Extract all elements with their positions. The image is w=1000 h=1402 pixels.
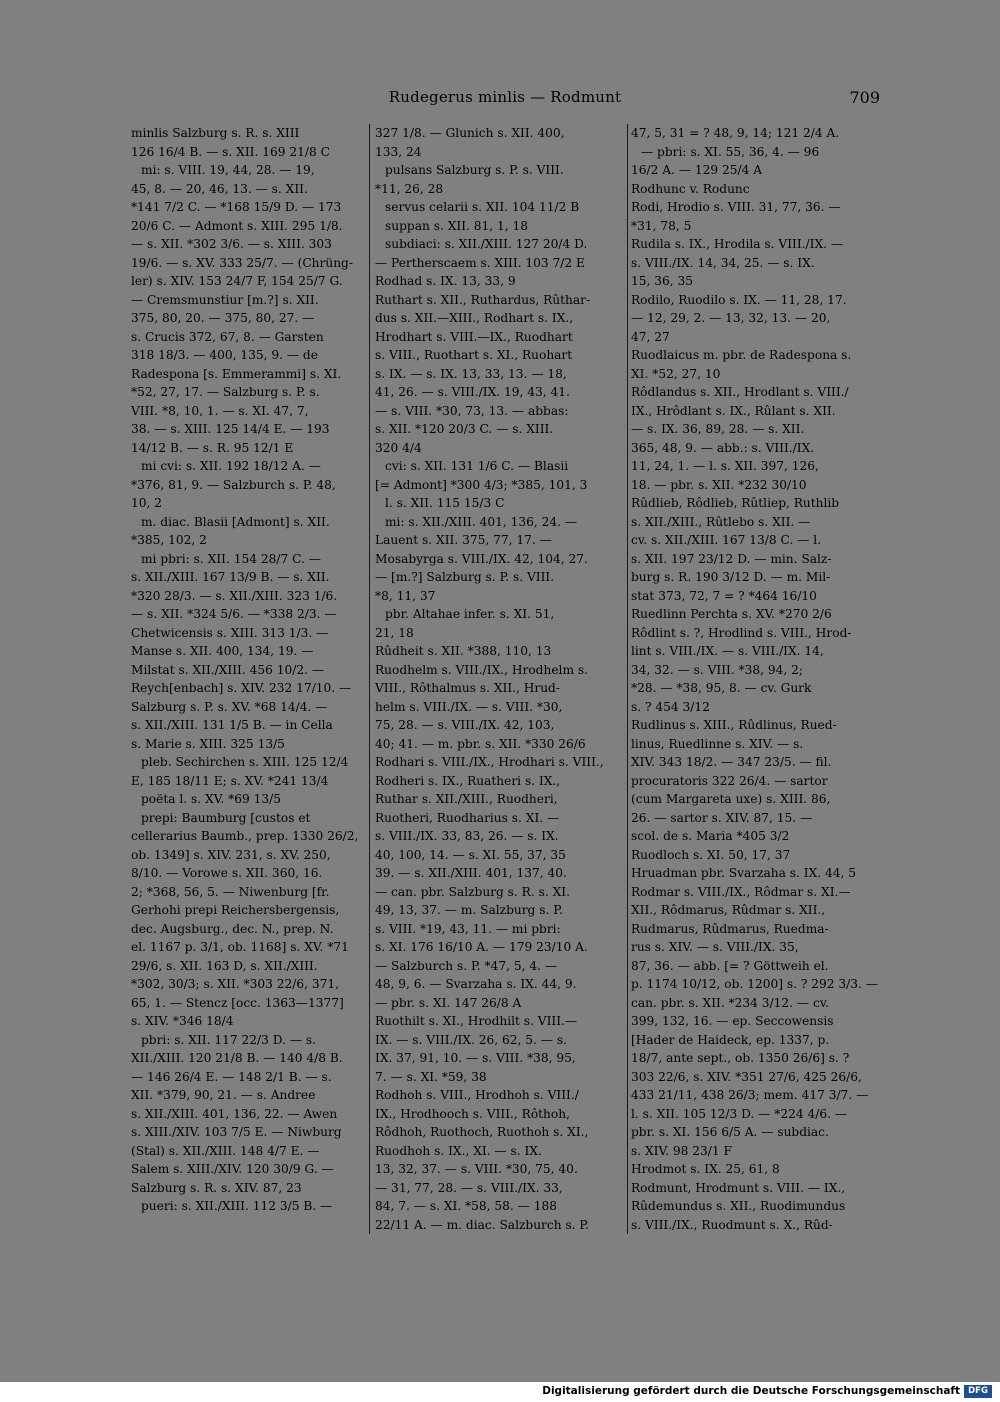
- index-line: Rodheri s. IX., Ruatheri s. IX.,: [375, 773, 561, 788]
- index-line: Rudila s. IX., Hrodila s. VIII./IX. —: [631, 237, 844, 251]
- index-line: 20/6 C. — Admont s. XIII. 295 1/8.: [131, 218, 343, 233]
- index-line: 10, 2: [131, 496, 163, 510]
- index-line: 327 1/8. — Glunich s. XII. 400,: [375, 126, 565, 140]
- index-line: Gerhohi prepi Reichersbergensis,: [131, 903, 340, 917]
- index-line: 38. — s. XIII. 125 14/4 E. — 193: [131, 422, 330, 436]
- index-line: s. Marie s. XIII. 325 13/5: [131, 736, 285, 751]
- index-line: s. XIV. 98 23/1 F: [631, 1143, 732, 1158]
- index-line: m. diac. Blasii [Admont] s. XII.: [141, 514, 330, 529]
- index-line: — s. XII. *302 3/6. — s. XIII. 303: [131, 237, 332, 251]
- index-line: Ruthart s. XII., Ruthardus, Rûthar-: [375, 292, 591, 307]
- index-line: 29/6, s. XII. 163 D, s. XII./XIII.: [131, 958, 318, 973]
- index-line: pbr. Altahae infer. s. XI. 51,: [385, 607, 555, 621]
- index-line: s. XII./XIII., Rûtlebo s. XII. —: [631, 514, 811, 529]
- index-line: — pbri: s. XI. 55, 36, 4. — 96: [641, 144, 820, 159]
- index-line: poëta l. s. XV. *69 13/5: [141, 792, 281, 806]
- index-line: 399, 132, 16. — ep. Seccowensis: [631, 1014, 834, 1028]
- index-line: Hruadman pbr. Svarzaha s. IX. 44, 5: [631, 866, 857, 880]
- index-line: — Cremsmunstiur [m.?] s. XII.: [131, 292, 319, 307]
- index-line: pbr. s. XI. 156 6/5 A. — subdiac.: [631, 1125, 829, 1139]
- index-line: — s. IX. 36, 89, 28. — s. XII.: [631, 422, 805, 436]
- page-number: 709: [849, 88, 880, 107]
- index-line: Ruodhoh s. IX., XI. — s. IX.: [375, 1143, 542, 1158]
- index-line: 16/2 A. — 129 25/4 A: [631, 163, 763, 177]
- index-line: Manse s. XII. 400, 134, 19. —: [131, 644, 314, 658]
- footer-credit: Digitalisierung gefördert durch die Deutsche Forschungsgemeinschaft: [542, 1385, 960, 1397]
- index-line: (cum Margareta uxe) s. XIII. 86,: [631, 792, 831, 806]
- index-line: Ruothilt s. XI., Hrodhilt s. VIII.—: [375, 1014, 578, 1028]
- index-line: 65, 1. — Stencz [occ. 1363—1377]: [131, 995, 344, 1010]
- index-line: s. XII. *120 20/3 C. — s. XIII.: [375, 422, 554, 436]
- index-line: IX. 37, 91, 10. — s. VIII. *38, 95,: [375, 1051, 576, 1065]
- page-header: [130, 88, 880, 108]
- index-line: Salzburg s. P. s. XV. *68 14/4. —: [131, 699, 328, 714]
- index-line: — [m.?] Salzburg s. P. s. VIII.: [375, 570, 555, 584]
- column-divider: [369, 124, 370, 1234]
- index-line: *376, 81, 9. — Salzburch s. P. 48,: [131, 477, 336, 492]
- column-left: [131, 124, 364, 1216]
- index-line: Rodmunt, Hrodmunt s. VIII. — IX.,: [631, 1180, 846, 1195]
- column-right: [631, 124, 883, 1234]
- index-line: VIII., Rôthalmus s. XII., Hrud-: [375, 681, 560, 695]
- index-line: Ruedlinn Perchta s. XV. *270 2/6: [631, 607, 832, 621]
- index-line: 49, 13, 37. — m. Salzburg s. P.: [375, 903, 563, 917]
- index-line: 433 21/11, 438 26/3; mem. 417 3/7. —: [631, 1088, 869, 1102]
- index-line: 39. — s. XII./XIII. 401, 137, 40.: [375, 866, 567, 880]
- index-line: Rûdlieb, Rôdlieb, Rûtliep, Ruthlib: [631, 496, 840, 510]
- index-line: XII./XIII. 120 21/8 B. — 140 4/8 B.: [131, 1051, 343, 1065]
- index-line: s. XII./XIII. 401, 136, 22. — Awen: [131, 1106, 338, 1121]
- index-line: burg s. R. 190 3/12 D. — m. Mil-: [631, 570, 831, 584]
- index-line: *141 7/2 C. — *168 15/9 D. — 173: [131, 200, 342, 214]
- column-middle: [375, 124, 623, 1234]
- index-line: el. 1167 p. 3/1, ob. 1168] s. XV. *71: [131, 940, 349, 954]
- index-line: 2; *368, 56, 5. — Niwenburg [fr.: [131, 884, 330, 899]
- index-line: subdiaci: s. XII./XIII. 127 20/4 D.: [385, 237, 588, 251]
- index-line: s. XII./XIII. 131 1/5 B. — in Cella: [131, 718, 333, 732]
- index-line: helm s. VIII./IX. — s. VIII. *30,: [375, 699, 563, 714]
- index-line: s. VIII., Ruothart s. XI., Ruohart: [375, 348, 573, 362]
- index-line: Salzburg s. R. s. XIV. 87, 23: [131, 1180, 302, 1195]
- index-line: Milstat s. XII./XIII. 456 10/2. —: [131, 662, 325, 677]
- index-line: pbri: s. XII. 117 22/3 D. — s.: [141, 1032, 317, 1047]
- index-line: Rodhad s. IX. 13, 33, 9: [375, 274, 516, 288]
- index-line: p. 1174 10/12, ob. 1200] s. ? 292 3/3. —: [631, 977, 878, 991]
- index-line: Rodilo, Ruodilo s. IX. — 11, 28, 17.: [631, 292, 847, 307]
- index-line: *28. — *38, 95, 8. — cv. Gurk: [631, 681, 812, 695]
- index-line: 18. — pbr. s. XII. *232 30/10: [631, 477, 807, 492]
- index-line: Ruodlaicus m. pbr. de Radespona s.: [631, 348, 852, 362]
- index-line: Rôdhoh, Ruothoch, Ruothoh s. XI.,: [375, 1125, 589, 1139]
- index-line: 13, 32, 37. — s. VIII. *30, 75, 40.: [375, 1162, 578, 1176]
- index-line: — s. XII. *324 5/6. — *338 2/3. —: [131, 607, 337, 621]
- index-line: — 31, 77, 28. — s. VIII./IX. 33,: [375, 1180, 563, 1195]
- index-line: IX. — s. VIII./IX. 26, 62, 5. — s.: [375, 1032, 567, 1047]
- index-line: 14/12 B. — s. R. 95 12/1 E: [131, 440, 294, 455]
- index-line: 365, 48, 9. — abb.: s. VIII./IX.: [631, 440, 815, 455]
- index-line: 40; 41. — m. pbr. s. XII. *330 26/6: [375, 736, 586, 751]
- index-line: 22/11 A. — m. diac. Salzburch s. P.: [375, 1217, 590, 1232]
- index-line: 47, 27: [631, 329, 670, 344]
- index-line: pulsans Salzburg s. P. s. VIII.: [385, 163, 564, 177]
- index-line: Radespona [s. Emmerammi] s. XI.: [131, 366, 342, 381]
- index-line: *31, 78, 5: [631, 218, 692, 233]
- index-line: Mosabyrga s. VIII./IX. 42, 104, 27.: [375, 551, 588, 566]
- index-line: E, 185 18/11 E; s. XV. *241 13/4: [131, 773, 329, 788]
- index-line: ler) s. XIV. 153 24/7 F, 154 25/7 G.: [131, 274, 343, 288]
- index-line: 19/6. — s. XV. 333 25/7. — (Chrüng-: [131, 255, 353, 270]
- index-line: Rudlinus s. XIII., Rûdlinus, Rued-: [631, 718, 837, 732]
- index-line: cvi: s. XII. 131 1/6 C. — Blasii: [385, 459, 569, 473]
- index-line: s. XI. 176 16/10 A. — 179 23/10 A.: [375, 940, 588, 954]
- index-line: *320 28/3. — s. XII./XIII. 323 1/6.: [131, 588, 338, 603]
- index-line: VIII. *8, 10, 1. — s. XI. 47, 7,: [131, 403, 309, 418]
- index-line: s. ? 454 3/12: [631, 699, 710, 714]
- index-line: can. pbr. s. XII. *234 3/12. — cv.: [631, 995, 830, 1010]
- index-line: mi pbri: s. XII. 154 28/7 C. —: [141, 551, 321, 566]
- index-line: s. XIV. *346 18/4: [131, 1014, 234, 1028]
- index-line: l. s. XII. 105 12/3 D. — *224 4/6. —: [631, 1106, 848, 1121]
- index-line: IX., Hrôdlant s. IX., Rûlant s. XII.: [631, 403, 836, 418]
- index-line: Ruodloch s. XI. 50, 17, 37: [631, 847, 791, 862]
- index-line: 75, 28. — s. VIII./IX. 42, 103,: [375, 718, 555, 732]
- index-line: Ruthar s. XII./XIII., Ruodheri,: [375, 792, 558, 806]
- index-line: suppan s. XII. 81, 1, 18: [385, 218, 529, 233]
- index-line: s. VIII./IX. 33, 83, 26. — s. IX.: [375, 829, 559, 843]
- index-line: lint s. VIII./IX. — s. VIII./IX. 14,: [631, 644, 824, 658]
- index-line: s. XII./XIII. 167 13/9 B. — s. XII.: [131, 570, 330, 584]
- running-head: Rudegerus minlis — Rodmunt: [388, 88, 622, 106]
- index-line: *8, 11, 37: [375, 588, 436, 603]
- index-line: XII., Rôdmarus, Rûdmar s. XII.,: [631, 903, 826, 917]
- index-line: Rodmar s. VIII./IX., Rôdmar s. XI.—: [631, 884, 851, 899]
- index-line: scol. de s. Maria *405 3/2: [631, 829, 790, 843]
- index-line: Rudmarus, Rûdmarus, Ruedma-: [631, 921, 829, 936]
- index-line: XIV. 343 18/2. — 347 23/5. — fil.: [631, 755, 832, 769]
- index-line: Ruotheri, Ruodharius s. XI. —: [375, 810, 560, 825]
- index-line: [Hader de Haideck, ep. 1337, p.: [631, 1032, 830, 1047]
- index-line: 375, 80, 20. — 375, 80, 27. —: [131, 311, 315, 325]
- index-line: 8/10. — Vorowe s. XII. 360, 16.: [131, 866, 323, 880]
- index-line: s. Crucis 372, 67, 8. — Garsten: [131, 329, 324, 344]
- index-line: 11, 24, 1. — l. s. XII. 397, 126,: [631, 459, 819, 473]
- index-line: — can. pbr. Salzburg s. R. s. XI.: [375, 884, 570, 899]
- index-line: rus s. XIV. — s. VIII./IX. 35,: [631, 940, 799, 954]
- index-line: 40, 100, 14. — s. XI. 55, 37, 35: [375, 847, 566, 862]
- index-line: Hrodmot s. IX. 25, 61, 8: [631, 1162, 780, 1176]
- index-line: (Stal) s. XII./XIII. 148 4/7 E. —: [131, 1143, 320, 1158]
- index-line: mi: s. VIII. 19, 44, 28. — 19,: [141, 163, 315, 177]
- index-line: s. VIII./IX. 14, 34, 25. — s. IX.: [631, 255, 815, 270]
- index-line: procuratoris 322 26/4. — sartor: [631, 773, 828, 788]
- index-line: ob. 1349] s. XIV. 231, s. XV. 250,: [131, 847, 331, 862]
- index-line: minlis Salzburg s. R. s. XIII: [131, 126, 300, 140]
- index-line: 15, 36, 35: [631, 274, 694, 288]
- index-line: 87, 36. — abb. [= ? Göttweih el.: [631, 958, 829, 973]
- index-line: Chetwicensis s. XIII. 313 1/3. —: [131, 625, 329, 640]
- index-line: Lauent s. XII. 375, 77, 17. —: [375, 533, 552, 547]
- index-line: dec. Augsburg., dec. N., prep. N.: [131, 921, 334, 936]
- index-line: *302, 30/3; s. XII. *303 22/6, 371,: [131, 977, 339, 991]
- index-line: 21, 18: [375, 625, 414, 640]
- index-line: 45, 8. — 20, 46, 13. — s. XII.: [131, 181, 308, 196]
- index-line: IX., Hrodhooch s. VIII., Rôthoh,: [375, 1106, 570, 1121]
- index-line: XI. *52, 27, 10: [631, 366, 721, 381]
- index-line: 7. — s. XI. *59, 38: [375, 1069, 487, 1084]
- index-line: Ruodhelm s. VIII./IX., Hrodhelm s.: [375, 662, 589, 677]
- index-line: 34, 32. — s. VIII. *38, 94, 2;: [631, 662, 804, 677]
- index-line: pleb. Sechirchen s. XIII. 125 12/4: [141, 755, 349, 769]
- index-line: s. VIII./IX., Ruodmunt s. X., Rûd-: [631, 1217, 833, 1232]
- index-line: l. s. XII. 115 15/3 C: [385, 496, 505, 510]
- index-line: 84, 7. — s. XI. *58, 58. — 188: [375, 1199, 557, 1213]
- index-line: *385, 102, 2: [131, 533, 207, 547]
- index-line: — pbr. s. XI. 147 26/8 A: [375, 995, 522, 1010]
- index-line: 303 22/6, s. XIV. *351 27/6, 425 26/6,: [631, 1069, 862, 1084]
- index-line: — Pertherscaem s. XIII. 103 7/2 E: [375, 255, 585, 270]
- index-line: — 12, 29, 2. — 13, 32, 13. — 20,: [631, 311, 831, 325]
- index-line: cellerarius Baumb., prep. 1330 26/2,: [131, 829, 359, 843]
- index-line: Rodhari s. VIII./IX., Hrodhari s. VIII.,: [375, 755, 604, 769]
- index-line: servus celarii s. XII. 104 11/2 B: [385, 200, 580, 214]
- index-line: XII. *379, 90, 21. — s. Andree: [131, 1088, 316, 1102]
- index-line: mi cvi: s. XII. 192 18/12 A. —: [141, 459, 321, 473]
- index-line: Rodhoh s. VIII., Hrodhoh s. VIII./: [375, 1088, 579, 1102]
- index-line: prepi: Baumburg [custos et: [141, 810, 311, 825]
- index-line: 48, 9, 6. — Svarzaha s. IX. 44, 9.: [375, 977, 577, 991]
- index-line: s. VIII. *19, 43, 11. — mi pbri:: [375, 921, 561, 936]
- index-line: dus s. XII.—XIII., Rodhart s. IX.,: [375, 311, 574, 325]
- index-line: stat 373, 72, 7 = ? *464 16/10: [631, 588, 817, 603]
- index-line: Rûdemundus s. XII., Ruodimundus: [631, 1199, 846, 1213]
- index-line: 133, 24: [375, 144, 422, 159]
- index-line: Rodi, Hrodio s. VIII. 31, 77, 36. —: [631, 200, 841, 214]
- index-line: Rôdlint s. ?, Hrodlind s. VIII., Hrod-: [631, 625, 852, 640]
- index-line: mi: s. XII./XIII. 401, 136, 24. —: [385, 514, 578, 529]
- index-line: [= Admont] *300 4/3; *385, 101, 3: [375, 477, 588, 492]
- index-line: Salem s. XIII./XIV. 120 30/9 G. —: [131, 1162, 334, 1176]
- index-line: linus, Ruedlinne s. XIV. — s.: [631, 736, 804, 751]
- footer: [0, 1382, 1000, 1402]
- index-line: Rôdlandus s. XII., Hrodlant s. VIII./: [631, 385, 849, 399]
- index-line: cv. s. XII./XIII. 167 13/8 C. — l.: [631, 533, 822, 547]
- index-line: Rûdheit s. XII. *388, 110, 13: [375, 644, 552, 658]
- index-line: s. XII. 197 23/12 D. — min. Salz-: [631, 551, 832, 566]
- column-divider: [627, 124, 628, 1234]
- index-line: 41, 26. — s. VIII./IX. 19, 43, 41.: [375, 385, 570, 399]
- index-line: 26. — sartor s. XIV. 87, 15. —: [631, 810, 813, 825]
- index-line: — 146 26/4 E. — 148 2/1 B. — s.: [131, 1069, 332, 1084]
- index-line: — Salzburch s. P. *47, 5, 4. —: [375, 958, 558, 973]
- index-line: Hrodhart s. VIII.—IX., Ruodhart: [375, 329, 573, 344]
- index-line: *52, 27, 17. — Salzburg s. P. s.: [131, 385, 320, 399]
- index-line: s. XIII./XIV. 103 7/5 E. — Niwburg: [131, 1125, 342, 1139]
- index-line: 47, 5, 31 = ? 48, 9, 14; 121 2/4 A.: [631, 126, 840, 140]
- index-line: 18/7, ante sept., ob. 1350 26/6] s. ?: [631, 1051, 850, 1065]
- index-line: s. IX. — s. IX. 13, 33, 13. — 18,: [375, 366, 567, 381]
- index-line: pueri: s. XII./XIII. 112 3/5 B. —: [141, 1199, 333, 1213]
- index-line: *11, 26, 28: [375, 181, 444, 196]
- index-line: 126 16/4 B. — s. XII. 169 21/8 C: [131, 144, 330, 159]
- index-line: 318 18/3. — 400, 135, 9. — de: [131, 348, 318, 362]
- index-line: — s. VIII. *30, 73, 13. — abbas:: [375, 403, 569, 418]
- index-line: Reych[enbach] s. XIV. 232 17/10. —: [131, 681, 352, 695]
- index-line: 320 4/4: [375, 440, 422, 455]
- index-line: Rodhunc v. Rodunc: [631, 181, 750, 196]
- dfg-logo: DFG: [964, 1385, 992, 1398]
